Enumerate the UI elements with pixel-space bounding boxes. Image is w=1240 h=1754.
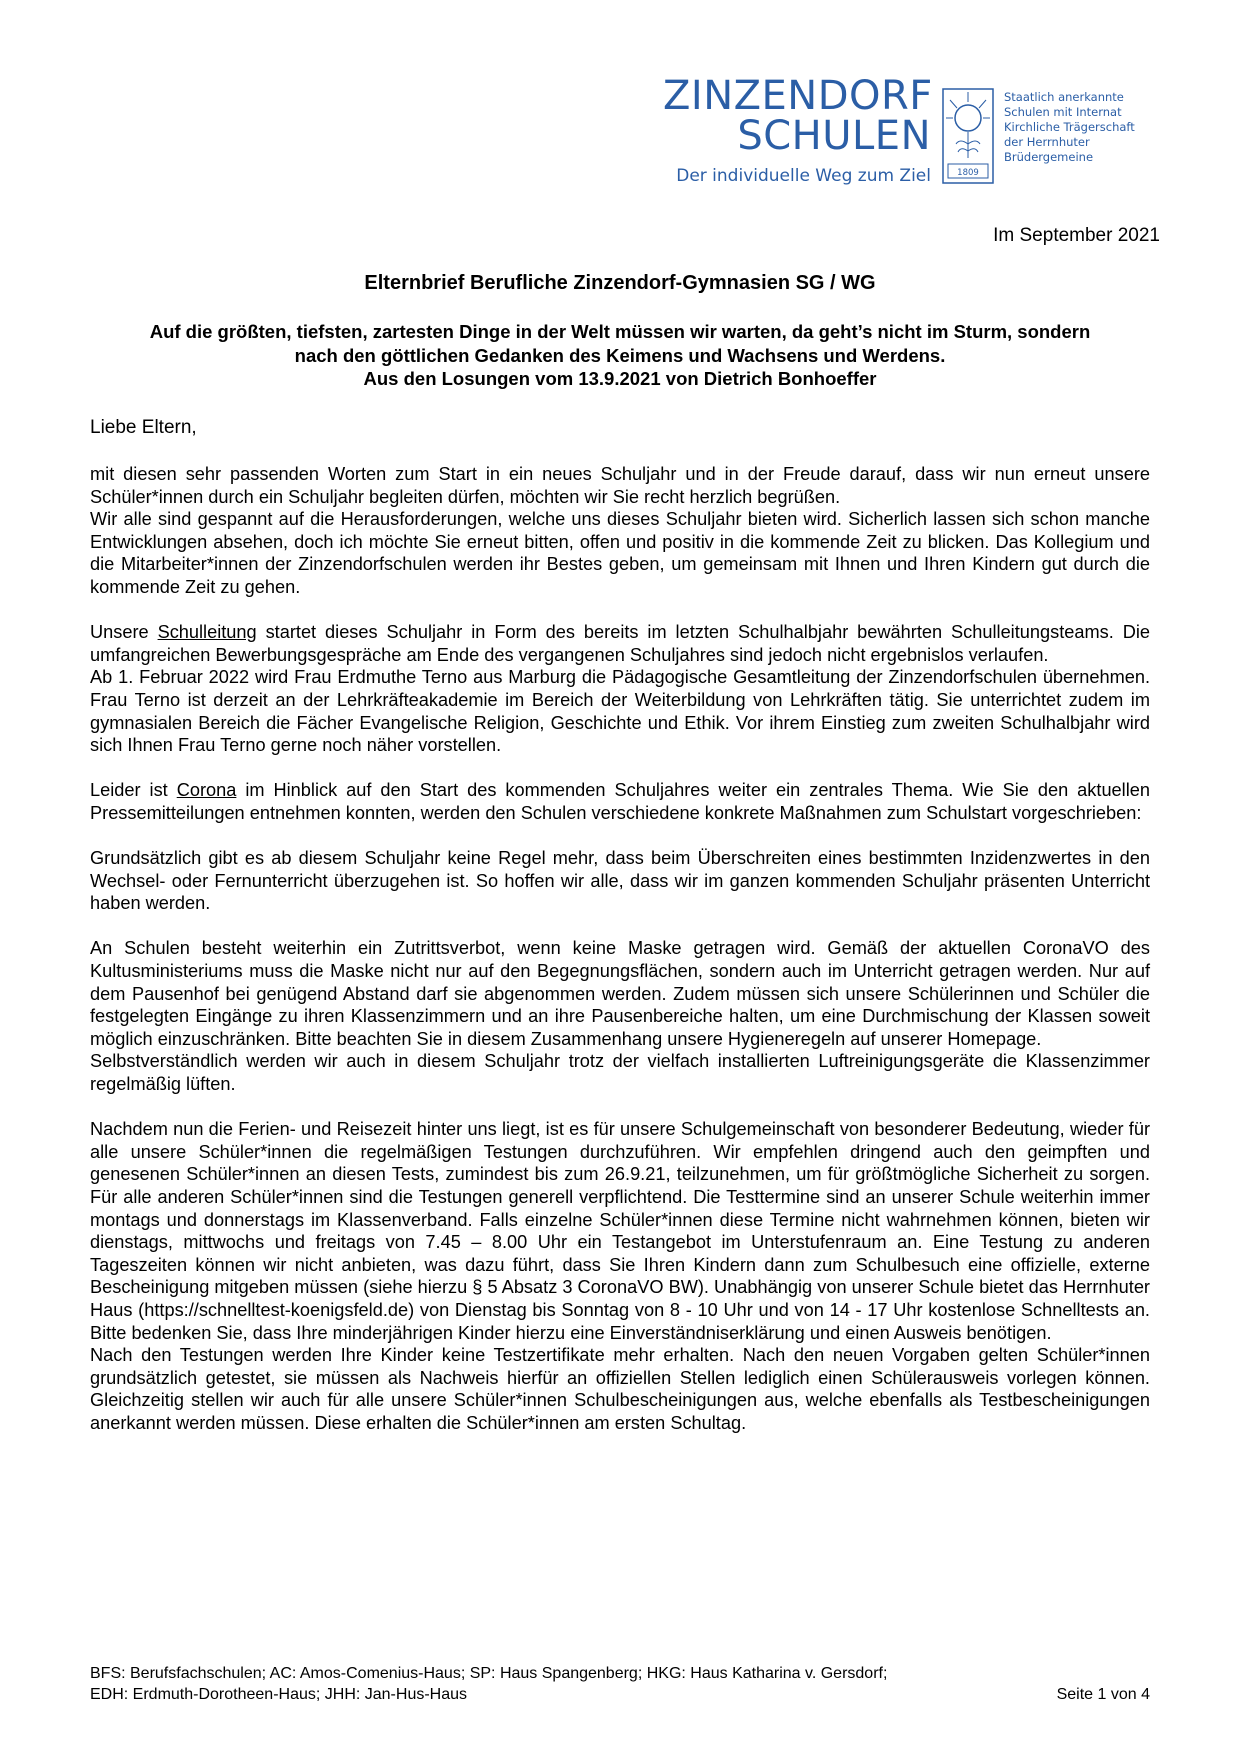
paragraph: Grundsätzlich gibt es ab diesem Schuljahr keine Regel mehr, dass beim Überschreiten eines bestimmten Inzidenzwertes in den Wechsel- oder Fernunterricht überzugehen ist. So hoffen wir alle, dass wir im ganzen kommenden Schuljahr präsenten Unterricht haben werden. [90, 848, 1150, 914]
paragraph: Selbstverständlich werden wir auch in diesem Schuljahr trotz der vielfach installierten Luftreinigungsgeräte die Klassenzimmer regelmäßig lüften. [90, 1051, 1150, 1095]
motto-line: nach den göttlichen Gedanken des Keimens und Wachsens und Werdens. [294, 344, 946, 366]
text-run: startet dieses Schuljahr in Form des bereits im letzten Schulhalbjahr bewährten Schulleitungsteams. Die umfangreichen Bewerbungsgespräche am Ende des vergangenen Schuljahres sind jedoch nicht ergebnislos verlaufen. [90, 622, 1150, 665]
paragraph [90, 779, 1150, 824]
schulleitung-link[interactable]: Schulleitung [157, 622, 257, 643]
text-run: Unsere [90, 622, 158, 643]
logo-line-1: ZINZENDORF [663, 73, 933, 119]
logo-tagline: Der individuelle Weg zum Ziel [676, 166, 931, 186]
paragraph: Nach den Testungen werden Ihre Kinder keine Testzertifikate mehr erhalten. Nach den neuen Vorgaben gelten Schüler*innen grundsätzlich getestet, sie müssen als Nachweis hierfür an offiziellen Stellen lediglich einen Schülerausweis vorlegen können. Gleichzeitig stellen wir auch für alle unsere Schüler*innen Schulbescheinigungen aus, welche ebenfalls als Testbescheinigungen anerkannt werden müssen. Diese erhalten die Schüler*innen am ersten Schultag. [90, 1345, 1150, 1433]
letter-body [90, 463, 1150, 1435]
motto-source: Aus den Losungen vom 13.9.2021 von Dietrich Bonhoeffer [363, 368, 877, 389]
corona-link[interactable]: Corona [176, 780, 237, 801]
school-seal-icon [942, 88, 994, 184]
logo-line-2: SCHULEN [737, 113, 931, 159]
side-text-line: Schulen mit Internat [1004, 105, 1122, 119]
paragraph: mit diesen sehr passenden Worten zum Start in ein neues Schuljahr und in der Freude darauf, dass wir nun erneut unsere Schüler*innen durch ein Schuljahr begleiten dürfen, möchten wir Sie recht herzlich begrüßen. [90, 464, 1150, 507]
side-text-line: Brüdergemeine [1004, 150, 1094, 164]
letter-title: Elternbrief Berufliche Zinzendorf-Gymnasien SG / WG [364, 272, 876, 294]
page-number: Seite 1 von 4 [1056, 1686, 1150, 1703]
paragraph: Nachdem nun die Ferien- und Reisezeit hinter uns liegt, ist es für unsere Schulgemeinschaft von besonderer Bedeutung, wieder für alle unsere Schüler*innen die regelmäßigen Testungen durchzuführen. Wir empfehlen dringend auch den geimpften und genesenen Schüler*innen an diesen Tests, zumindest bis zum 26.9.21, teilzunehmen, um für größtmögliche Sicherheit zu sorgen. Für alle anderen Schüler*innen sind die Testungen generell verpflichtend. Die Testtermine sind an unserer Schule weiterhin immer montags und donnerstags im Klassenverband. Falls einzelne Schüler*innen diese Termine nicht wahrnehmen können, bieten wir dienstags, mittwochs und freitags von 7.45 – 8.00 Uhr ein Testangebot im Unterstufenraum an. Eine Testung zu anderen Tageszeiten können wir nicht anbieten, was dazu führt, dass Sie Ihren Kindern dann zum Schulbesuch eine offizielle, externe Bescheinigung mitgeben müssen (siehe hierzu § 5 Absatz 3 CoronaVO BW). Unabhängig von unserer Schule bietet das Herrnhuter Haus (https://schnelltest-koenigsfeld.de) von Dienstag bis Sonntag von 8 - 10 Uhr und von 14 - 17 Uhr kostenlose Schnelltests an. Bitte bedenken Sie, dass Ihre minderjährigen Kinder hierzu eine Einverständniserklärung und einen Ausweis benötigen. [90, 1119, 1150, 1343]
side-text-line: der Herrnhuter [1004, 135, 1090, 149]
footer-abbreviations-line: BFS: Berufsfachschulen; AC: Amos-Comenius-Haus; SP: Haus Spangenberg; HKG: Haus Katharina v. Gersdorf; [90, 1665, 888, 1682]
paragraph: Wir alle sind gespannt auf die Herausforderungen, welche uns dieses Schuljahr bieten wird. Sicherlich lassen sich schon manche Entwicklungen absehen, doch ich möchte Sie erneut bitten, offen und positiv in die kommende Zeit zu blicken. Das Kollegium und die Mitarbeiter*innen der Zinzendorfschulen werden ihr Bestes geben, um gemeinsam mit Ihnen und Ihren Kindern gut durch die kommende Zeit zu gehen. [90, 509, 1150, 597]
text-run: Leider ist [90, 780, 177, 801]
paragraph: Ab 1. Februar 2022 wird Frau Erdmuthe Terno aus Marburg die Pädagogische Gesamtleitung der Zinzendorfschulen übernehmen. Frau Terno ist derzeit an der Lehrkräfteakademie im Bereich der Weiterbildung von Lehrkräften tätig. Sie unterrichtet zudem im gymnasialen Bereich die Fächer Evangelische Religion, Geschichte und Ethik. Vor ihrem Einstieg zum zweiten Schulhalbjahr wird sich Ihnen Frau Terno gerne noch näher vorstellen. [90, 667, 1150, 756]
page-footer [90, 1663, 1150, 1705]
letterhead-side-text [1004, 90, 1154, 165]
motto-line: Auf die größten, tiefsten, zartesten Dinge in der Welt müssen wir warten, da geht’s nicht im Sturm, sondern [149, 321, 1091, 342]
footer-abbreviations-line: EDH: Erdmuth-Dorotheen-Haus; JHH: Jan-Hus-Haus [90, 1686, 468, 1703]
side-text-line: Kirchliche Trägerschaft [1004, 120, 1135, 134]
paragraph: An Schulen besteht weiterhin ein Zutrittsverbot, wenn keine Maske getragen wird. Gemäß der aktuellen CoronaVO des Kultusministeriums muss die Maske nicht nur auf den Begegnungsflächen, sondern auch im Unterricht getragen werden. Nur auf dem Pausenhof bei genügend Abstand darf sie abgenommen werden. Zudem müssen sich unsere Schülerinnen und Schüler die festgelegten Eingänge zu ihren Klassenzimmern und an ihre Pausenbereiche halten, um eine Durchmischung der Klassen soweit möglich einzuschränken. Bitte beachten Sie in diesem Zusammenhang unsere Hygieneregeln auf unserer Homepage. [90, 938, 1150, 1049]
letter-date: Im September 2021 [993, 225, 1160, 246]
text-run: im Hinblick auf den Start des kommenden Schuljahres weiter ein zentrales Thema. Wie Sie den aktuellen Pressemitteilungen entnehmen konnten, werden den Schulen verschiedene konkrete Maßnahmen zum Schulstart vorgeschrieben: [90, 780, 1150, 823]
letterhead [663, 70, 1153, 195]
motto-quote [90, 320, 1150, 391]
paragraph [90, 621, 1150, 666]
seal-year: 1809 [957, 168, 979, 178]
side-text-line: Staatlich anerkannte [1004, 90, 1124, 104]
salutation: Liebe Eltern, [90, 417, 197, 438]
